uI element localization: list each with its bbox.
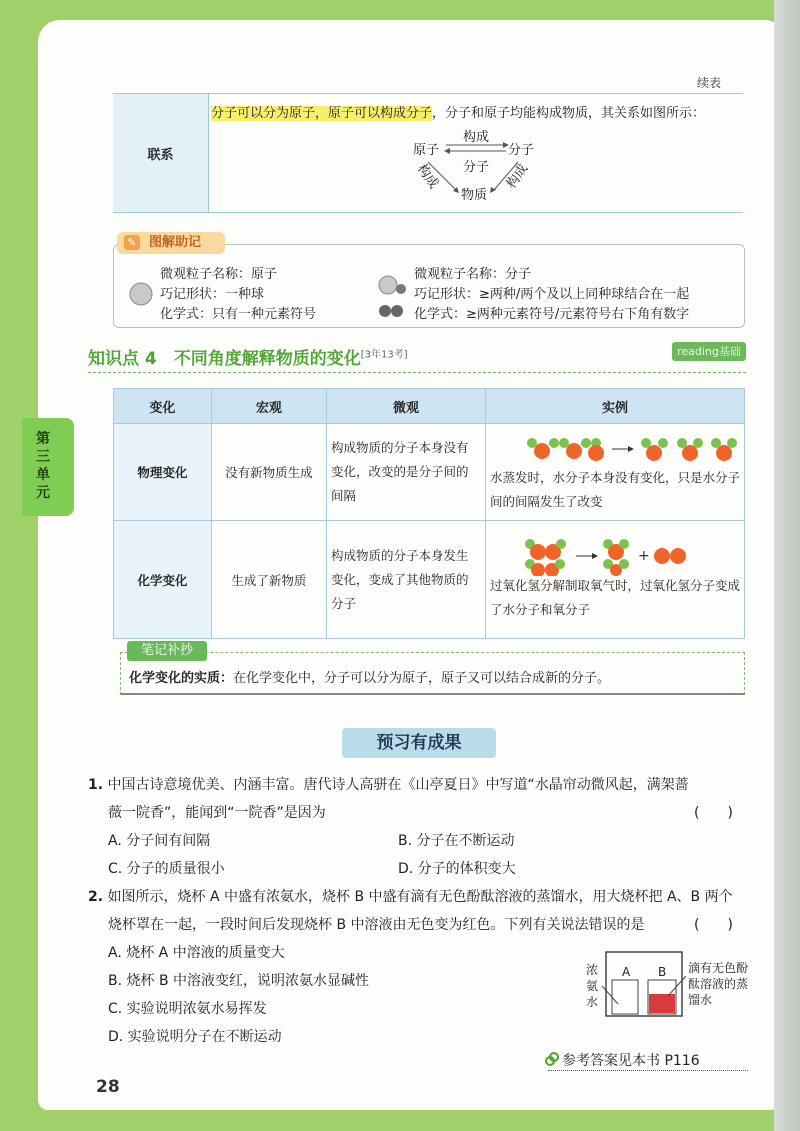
macro-cell: 没有新物质生成 xyxy=(211,424,326,521)
memo-right-name: 微观粒子名称：分子 xyxy=(414,267,532,282)
table-header-row xyxy=(114,389,745,424)
change-type: 物理变化 xyxy=(114,424,212,521)
answer-paren: ( ) xyxy=(694,917,733,933)
question-2-line-1: 2. 如图所示，烧杯 A 中盛有浓氨水，烧杯 B 中盛有滴有无色酚酞溶液的蒸馏水，用大烧杯把 A、B 两个 xyxy=(88,889,733,905)
option-a: A. 分子间有间隔 xyxy=(108,833,211,849)
memo-left-shape: 巧记形状：一种球 xyxy=(160,287,265,302)
unit-tab-label: 第三单元 xyxy=(36,431,50,501)
diagram-divide: 分子 xyxy=(463,160,490,175)
col-header: 变化 xyxy=(114,389,212,424)
option-a: A. 烧杯 A 中溶液的质量变大 xyxy=(108,945,285,961)
memo-right-formula: 化学式：≥两种元素符号/元素符号右下角有数字 xyxy=(414,307,690,322)
peroxide-decomposition-figure xyxy=(490,538,740,574)
molecule-diagram xyxy=(520,431,740,465)
question-1-line-1: 1. 中国古诗意境优美、内涵丰富。唐代诗人高骈在《山亭夏日》中写道“水晶帘动微风起，满架蔷 xyxy=(88,777,689,793)
beaker-a-label: A xyxy=(622,965,631,979)
option-b: B. 分子在不断运动 xyxy=(398,833,515,849)
micro-cell: 构成物质的分子本身没有变化，改变的是分子间的间隔 xyxy=(327,424,486,521)
diagram-atom: 原子 xyxy=(413,143,440,158)
option-b: B. 烧杯 B 中溶液变红，说明浓氨水显碱性 xyxy=(108,973,370,989)
section-banner: 预习有成果 xyxy=(342,728,496,758)
option-d: D. 实验说明分子在不断运动 xyxy=(108,1029,282,1045)
question-2-line-2: 烧杯罩在一起，一段时间后发现烧杯 B 中溶液由无色变为红色。下列有关说法错误的是 xyxy=(108,917,645,933)
micro-cell: 构成物质的分子本身发生变化，变成了其他物质的分子 xyxy=(327,521,486,639)
diagram-substance: 物质 xyxy=(461,188,488,203)
svg-text:+: + xyxy=(638,547,650,564)
answer-paren: ( ) xyxy=(694,805,733,821)
molecule-ball-icon xyxy=(376,273,416,321)
atom-ball-icon xyxy=(128,281,154,307)
change-type: 化学变化 xyxy=(114,521,212,639)
memo-right-shape: 巧记形状：≥两种/两个及以上同种球结合在一起 xyxy=(414,287,690,302)
table-row xyxy=(114,424,745,521)
option-c: C. 分子的质量很小 xyxy=(108,861,225,877)
phenolphthalein-label: 滴有无色酚酞溶液的蒸馏水 xyxy=(688,961,749,1007)
answer-reference-underline xyxy=(548,1070,748,1071)
relation-row-head: 联系 xyxy=(113,94,209,212)
continued-label: 续表 xyxy=(697,76,722,90)
diagram-compose-top: 构成 xyxy=(463,130,490,145)
pencil-icon: ✎ xyxy=(124,235,140,250)
change-table xyxy=(113,388,745,639)
page-number: 28 xyxy=(96,1077,120,1097)
highlighted-text: 分子可以分为原子，原子可以构成分子 xyxy=(211,106,433,121)
col-header: 宏观 xyxy=(211,389,326,424)
water-evaporation-figure xyxy=(490,430,740,466)
col-header: 实例 xyxy=(486,389,745,424)
col-header: 微观 xyxy=(327,389,486,424)
ammonia-label: 浓氨水 xyxy=(586,963,599,1009)
beaker-b-label: B xyxy=(658,965,667,979)
memo-left-formula: 化学式：只有一种元素符号 xyxy=(160,307,317,322)
notes-tag: 笔记补抄 xyxy=(127,641,207,661)
knowledge-point-title: 知识点 4 不同角度解释物质的变化[3年13考] xyxy=(88,349,408,369)
link-icon xyxy=(544,1051,560,1067)
table-row xyxy=(114,521,745,639)
beaker-figure xyxy=(602,948,686,1018)
memory-box xyxy=(113,244,745,328)
relation-table xyxy=(113,93,743,213)
answer-reference: 参考答案见本书 P116 xyxy=(562,1053,700,1069)
option-d: D. 分子的体积变大 xyxy=(398,861,516,877)
basic-point-badge: reading基础点 xyxy=(672,342,746,361)
memo-left-name: 微观粒子名称：原子 xyxy=(160,267,278,282)
page-edge xyxy=(774,0,800,1131)
knowledge-point-divider xyxy=(88,372,746,373)
diagram-compose-right: 构成 xyxy=(504,161,532,192)
example-text: 过氧化氢分解制取氧气时，过氧化氢分子变成了水分子和氧分子 xyxy=(490,577,741,617)
notes-box xyxy=(120,652,745,695)
relation-text-rest: ，分子和原子均能构成物质，其关系如图所示： xyxy=(432,106,706,121)
example-text: 水蒸发时，水分子本身没有变化，只是水分子间的间隔发生了改变 xyxy=(490,470,741,509)
molecule-diagram xyxy=(520,536,740,576)
notes-text: 化学变化的实质：在化学变化中，分子可以分为原子，原子又可以结合成新的分子。 xyxy=(129,671,611,686)
exam-frequency-note: [3年13考] xyxy=(360,349,408,361)
diagram-compose-left: 构成 xyxy=(413,161,441,192)
diagram-molecule: 分子 xyxy=(508,143,535,158)
question-1-line-2: 薇一院香”，能闻到“一院香”是因为 xyxy=(108,805,326,821)
memory-tag: ✎ 图解助记 xyxy=(117,232,225,254)
relation-arrows xyxy=(113,94,743,212)
option-c: C. 实验说明浓氨水易挥发 xyxy=(108,1001,267,1017)
macro-cell: 生成了新物质 xyxy=(211,521,326,639)
